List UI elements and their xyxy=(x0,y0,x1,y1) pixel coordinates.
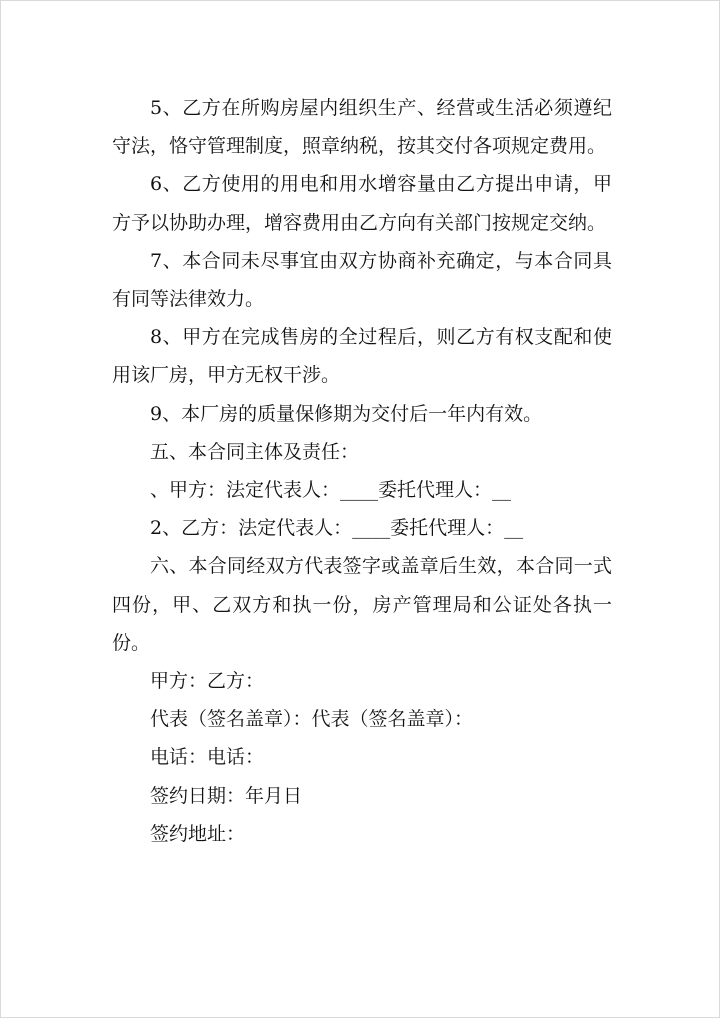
clause-5: 5、乙方在所购房屋内组织生产、经营或生活必须遵纪守法，恪守管理制度，照章纳税，按其交付各项规定费用。 xyxy=(112,97,612,158)
signature-representatives: 代表（签名盖章）：代表（签名盖章）： xyxy=(150,708,474,731)
clause-7: 7、本合同未尽事宜由双方协商补充确定，与本合同具有同等法律效力。 xyxy=(112,249,612,311)
document-body xyxy=(112,89,612,853)
party-b-representatives: 2、乙方：法定代表人：____委托代理人：__ xyxy=(150,517,524,540)
section-six-effectiveness: 六、本合同经双方代表签字或盖章后生效，本合同一式四份，甲、乙双方和执一份，房产管理局和公证处各执一份。 xyxy=(112,555,612,654)
signing-date: 签约日期：年月日 xyxy=(150,784,303,807)
clause-8: 8、甲方在完成售房的全过程后，则乙方有权支配和使用该厂房，甲方无权干涉。 xyxy=(112,326,612,387)
section-five-heading: 五、本合同主体及责任： xyxy=(150,440,360,463)
clause-6: 6、乙方使用的用电和用水增容量由乙方提出申请，甲方予以协助办理，增容费用由乙方向有关部门按规定交纳。 xyxy=(112,173,612,234)
signing-location: 签约地址： xyxy=(150,822,246,845)
clause-9: 9、本厂房的质量保修期为交付后一年内有效。 xyxy=(150,402,543,425)
party-a-representatives: 、甲方：法定代表人：____委托代理人：__ xyxy=(150,479,512,502)
signature-phones: 电话：电话： xyxy=(150,746,265,769)
signature-parties: 甲方：乙方： xyxy=(150,670,265,693)
